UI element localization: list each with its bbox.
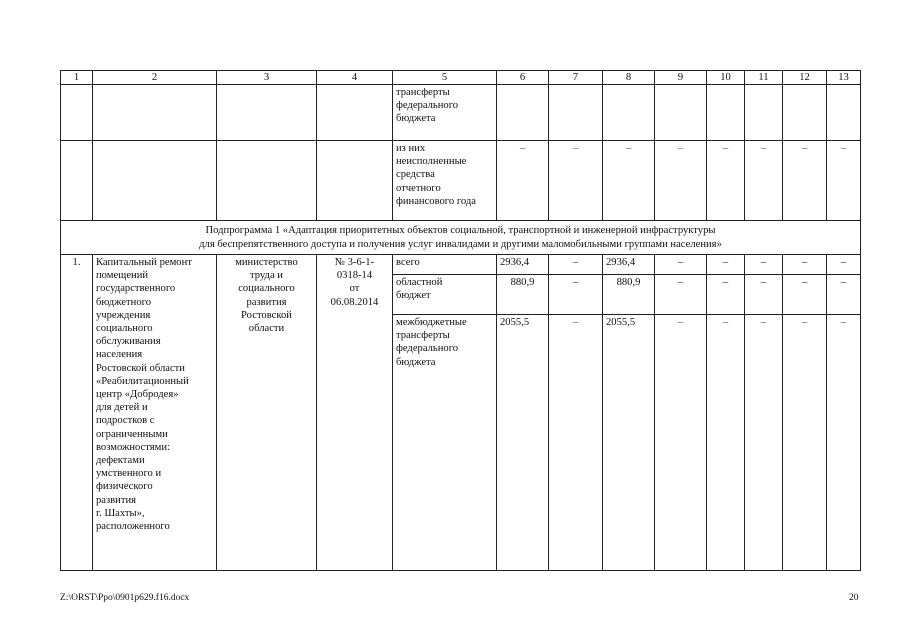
table-cell: –	[549, 275, 603, 315]
column-header: 5	[393, 71, 497, 85]
table-row	[61, 85, 861, 141]
table-cell: –	[549, 141, 603, 221]
table-cell: 880,9	[497, 275, 549, 315]
table-cell: –	[783, 275, 827, 315]
table-cell	[745, 85, 783, 141]
table-cell: –	[745, 141, 783, 221]
column-header: 4	[317, 71, 393, 85]
table-cell	[497, 85, 549, 141]
column-header: 3	[217, 71, 317, 85]
table-cell: –	[497, 141, 549, 221]
budget-table	[60, 70, 861, 571]
table-cell: –	[827, 255, 861, 275]
table-cell: –	[745, 275, 783, 315]
column-header: 2	[93, 71, 217, 85]
funding-source: всего	[396, 257, 420, 268]
document-page	[60, 70, 860, 571]
column-header: 8	[603, 71, 655, 85]
responsible-ministry: министерство труда и социального развития Ростовской области	[235, 257, 298, 335]
table-row	[61, 141, 861, 221]
column-header: 7	[549, 71, 603, 85]
document-number: № 3-6-1- 0318-14 от 06.08.2014	[330, 257, 379, 308]
column-header: 12	[783, 71, 827, 85]
column-header: 9	[655, 71, 707, 85]
table-cell: –	[707, 275, 745, 315]
table-cell: –	[783, 315, 827, 571]
table-cell	[707, 85, 745, 141]
table-cell: –	[707, 315, 745, 571]
table-cell: 2055,5	[497, 315, 549, 571]
subprogram-row	[61, 221, 861, 255]
table-cell: –	[655, 275, 707, 315]
table-cell	[549, 85, 603, 141]
page-number: 20	[849, 593, 859, 603]
table-cell	[827, 85, 861, 141]
item-name: Капитальный ремонт помещений государственного бюджетного учреждения социального обслуживания населения Ростовской области «Реабилитационный центр «Добродея» для детей и подростков с ограниченными возможностями: дефектами умственного и физического развития г. Шахты», расположенного	[96, 257, 192, 533]
funding-source: межбюджетные трансферты федерального бюджета	[396, 317, 467, 368]
table-cell: –	[783, 141, 827, 221]
table-cell: –	[549, 255, 603, 275]
table-cell: –	[603, 141, 655, 221]
file-path: Z:\ORST\Ppo\0901p629.f16.docx	[60, 593, 190, 603]
table-cell: –	[707, 255, 745, 275]
table-cell	[603, 85, 655, 141]
table-cell	[655, 85, 707, 141]
table-row	[61, 255, 861, 275]
column-header: 6	[497, 71, 549, 85]
column-header: 1	[61, 71, 93, 85]
table-cell: –	[827, 275, 861, 315]
column-header: 11	[745, 71, 783, 85]
funding-source: трансферты федерального бюджета	[396, 87, 459, 125]
table-cell: –	[655, 141, 707, 221]
table-cell: –	[707, 141, 745, 221]
table-cell: 2055,5	[603, 315, 655, 571]
table-cell: –	[745, 255, 783, 275]
column-header: 13	[827, 71, 861, 85]
table-cell: –	[745, 315, 783, 571]
table-cell: –	[655, 315, 707, 571]
funding-source: областной бюджет	[396, 277, 443, 302]
subprogram-title: Подпрограмма 1 «Адаптация приоритетных объектов социальной, транспортной и инженерной инфраструктуры для беспрепятственного доступа и получения услуг инвалидами и другими маломобильными группами населения»	[199, 225, 722, 250]
table-cell: –	[827, 315, 861, 571]
column-number-row	[61, 71, 861, 85]
table-cell: 880,9	[603, 275, 655, 315]
table-cell: –	[827, 141, 861, 221]
item-number: 1.	[61, 255, 93, 571]
table-cell: 2936,4	[603, 255, 655, 275]
table-cell: –	[655, 255, 707, 275]
table-cell: 2936,4	[497, 255, 549, 275]
table-cell	[783, 85, 827, 141]
column-header: 10	[707, 71, 745, 85]
funding-source: из них неисполненные средства отчетного финансового года	[396, 143, 476, 207]
table-cell: –	[549, 315, 603, 571]
table-cell: –	[783, 255, 827, 275]
